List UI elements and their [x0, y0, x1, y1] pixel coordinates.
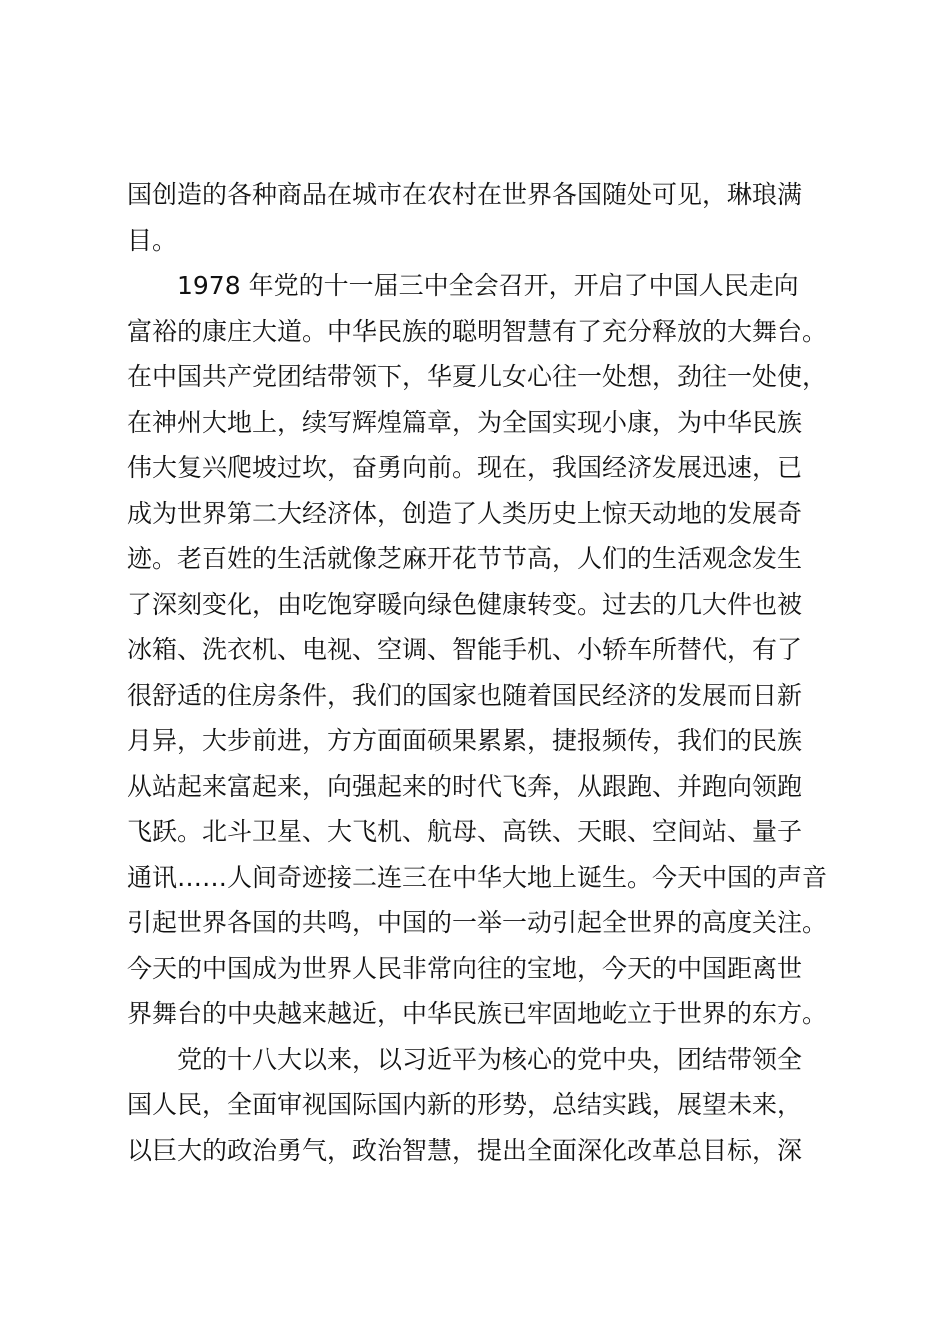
text-line: 今天的中国成为世界人民非常向往的宝地，今天的中国距离世 [127, 953, 803, 983]
text-line: 目。 [127, 225, 178, 255]
body-text [127, 172, 847, 1173]
text-line: 飞跃。北斗卫星、大飞机、航母、高铁、天眼、空间站、量子 [127, 817, 803, 846]
text-line: 通讯……人间奇迹接二连三在中华大地上诞生。今天中国的声音 [127, 862, 828, 892]
text-line: 以巨大的政治勇气，政治智慧，提出全面深化改革总目标，深 [127, 1135, 803, 1165]
text-line: 富裕的康庄大道。中华民族的聪明智慧有了充分释放的大舞台。 [127, 316, 828, 346]
text-line: 冰箱、洗衣机、电视、空调、智能手机、小轿车所替代，有了 [127, 635, 803, 664]
text-line: 界舞台的中央越来越近，中华民族已牢固地屹立于世界的东方。 [127, 999, 828, 1028]
text-line: 成为世界第二大经济体，创造了人类历史上惊天动地的发展奇 [127, 498, 803, 528]
text-line: 在中国共产党团结带领下，华夏儿女心往一处想，劲往一处使， [127, 362, 828, 391]
text-line: 了深刻变化，由吃饱穿暖向绿色健康转变。过去的几大件也被 [127, 589, 803, 619]
text-line: 从站起来富起来，向强起来的时代飞奔，从跟跑、并跑向领跑 [127, 771, 803, 801]
text-line: 1978 年党的十一届三中全会召开，开启了中国人民走向 [177, 271, 799, 300]
text-line: 伟大复兴爬坡过坎，奋勇向前。现在，我国经济发展迅速，已 [127, 453, 803, 482]
text-line: 国人民，全面审视国际国内新的形势，总结实践，展望未来， [127, 1090, 803, 1119]
text-line: 很舒适的住房条件，我们的国家也随着国民经济的发展而日新 [127, 680, 803, 710]
text-line: 在神州大地上，续写辉煌篇章，为全国实现小康，为中华民族 [127, 407, 803, 437]
text-line: 国创造的各种商品在城市在农村在世界各国随处可见，琳琅满 [127, 180, 803, 209]
text-line: 党的十八大以来，以习近平为核心的党中央，团结带领全 [177, 1044, 803, 1074]
text-line: 引起世界各国的共鸣，中国的一举一动引起全世界的高度关注。 [127, 908, 828, 937]
text-line: 月异，大步前进，方方面面硕果累累，捷报频传，我们的民族 [127, 726, 803, 755]
text-line: 迹。老百姓的生活就像芝麻开花节节高，人们的生活观念发生 [127, 544, 803, 573]
